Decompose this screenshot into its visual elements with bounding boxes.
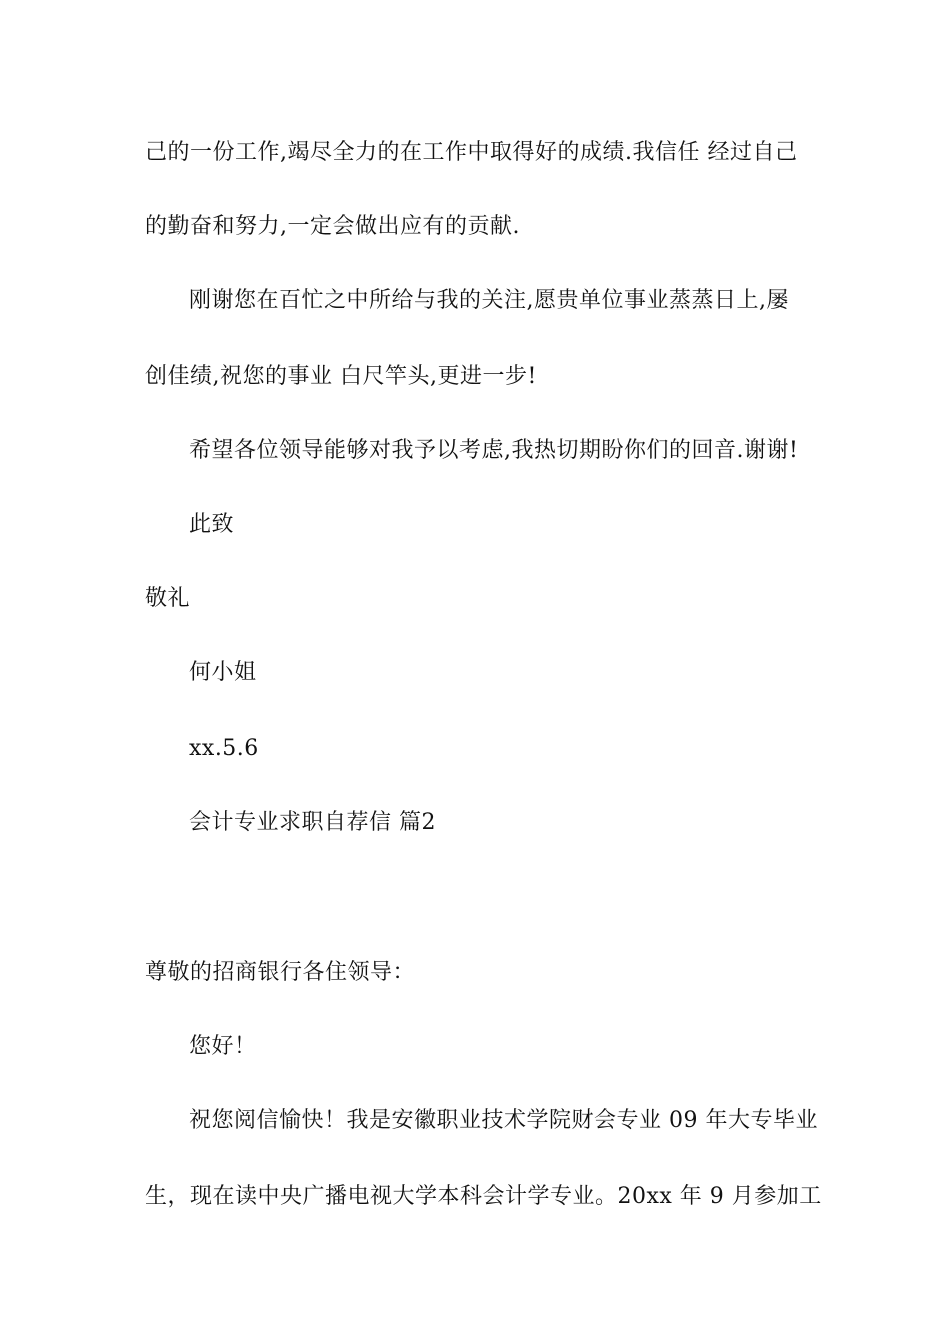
- paragraph-line: 生，现在读中央广播电视大学本科会计学专业。20xx 年 9 月参加工: [145, 1184, 822, 1209]
- paragraph-line: 希望各位领导能够对我予以考虑,我热切期盼你们的回音.谢谢!: [189, 438, 799, 463]
- paragraph-line: 的勤奋和努力,一定会做出应有的贡献.: [145, 214, 520, 239]
- paragraph-line: 祝您阅信愉快！我是安徽职业技术学院财会专业 09 年大专毕业: [189, 1108, 818, 1133]
- signature-name: 何小姐: [189, 660, 257, 685]
- paragraph-line: 创佳绩,祝您的事业 白尺竿头,更进一步!: [145, 364, 537, 389]
- greeting-hello: 您好！: [189, 1034, 257, 1059]
- greeting-line: 尊敬的招商银行各住领导：: [145, 960, 416, 985]
- section-title: 会计专业求职自荐信 篇2: [189, 810, 436, 835]
- paragraph-line: 刚谢您在百忙之中所给与我的关注,愿贵单位事业蒸蒸日上,屡: [189, 288, 789, 313]
- signature-date: xx.5.6: [189, 736, 259, 761]
- paragraph-line: 己的一份工作,竭尽全力的在工作中取得好的成绩.我信任 经过自己: [145, 140, 798, 165]
- salutation-closing: 敬礼: [145, 586, 191, 611]
- closing-phrase: 此致: [189, 512, 235, 537]
